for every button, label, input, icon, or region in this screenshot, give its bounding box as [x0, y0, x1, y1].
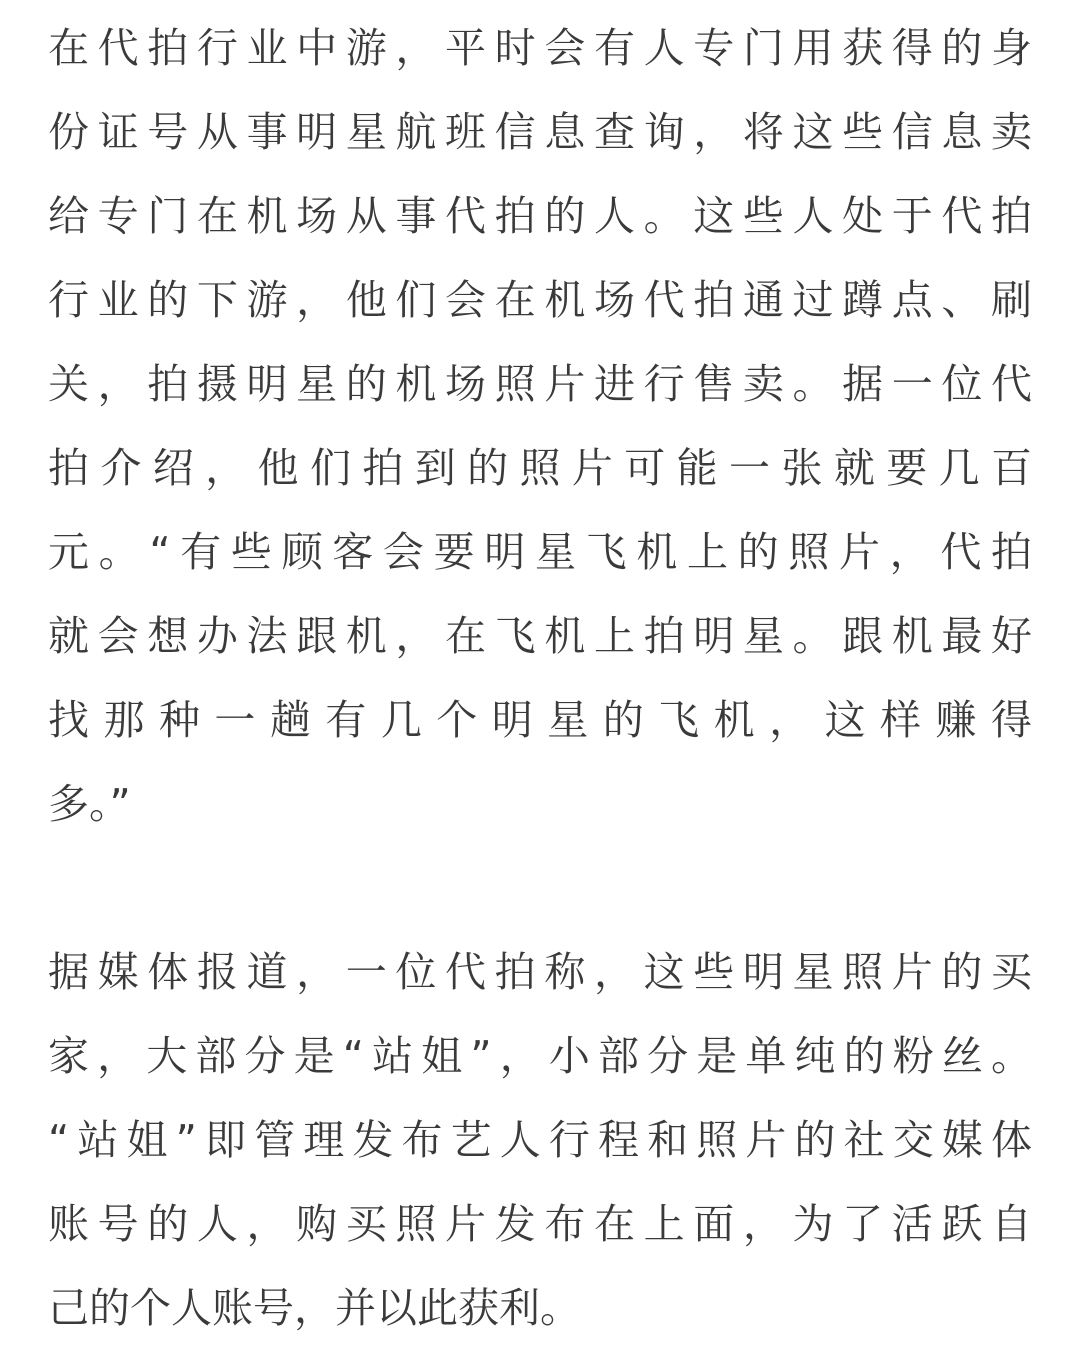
article-body — [48, 0, 1032, 1350]
paragraph-line: 多。” — [48, 780, 131, 828]
paragraph-line: 找那种一趟有几个明星的飞机，这样赚得 — [48, 696, 1032, 744]
paragraph-1 — [48, 0, 1032, 846]
paragraph-line: 据媒体报道，一位代拍称，这些明星照片的买 — [48, 948, 1032, 996]
paragraph-line: 在代拍行业中游，平时会有人专门用获得的身 — [48, 24, 1032, 72]
paragraph-2 — [48, 930, 1032, 1350]
paragraph-line: 份证号从事明星航班信息查询，将这些信息卖 — [48, 108, 1032, 156]
paragraph-line: “站姐”即管理发布艺人行程和照片的社交媒体 — [48, 1116, 1032, 1164]
paragraph-line: 家，大部分是“站姐”，小部分是单纯的粉丝。 — [48, 1032, 1032, 1080]
paragraph-line: 就会想办法跟机，在飞机上拍明星。跟机最好 — [48, 612, 1032, 660]
paragraph-line: 拍介绍，他们拍到的照片可能一张就要几百 — [48, 444, 1032, 492]
paragraph-line: 元。“有些顾客会要明星飞机上的照片，代拍 — [48, 528, 1032, 576]
paragraph-line: 关，拍摄明星的机场照片进行售卖。据一位代 — [48, 360, 1032, 408]
paragraph-line: 给专门在机场从事代拍的人。这些人处于代拍 — [48, 192, 1032, 240]
paragraph-line: 己的个人账号，并以此获利。 — [48, 1284, 581, 1332]
paragraph-line: 账号的人，购买照片发布在上面，为了活跃自 — [48, 1200, 1032, 1248]
paragraph-line: 行业的下游，他们会在机场代拍通过蹲点、刷 — [48, 276, 1032, 324]
